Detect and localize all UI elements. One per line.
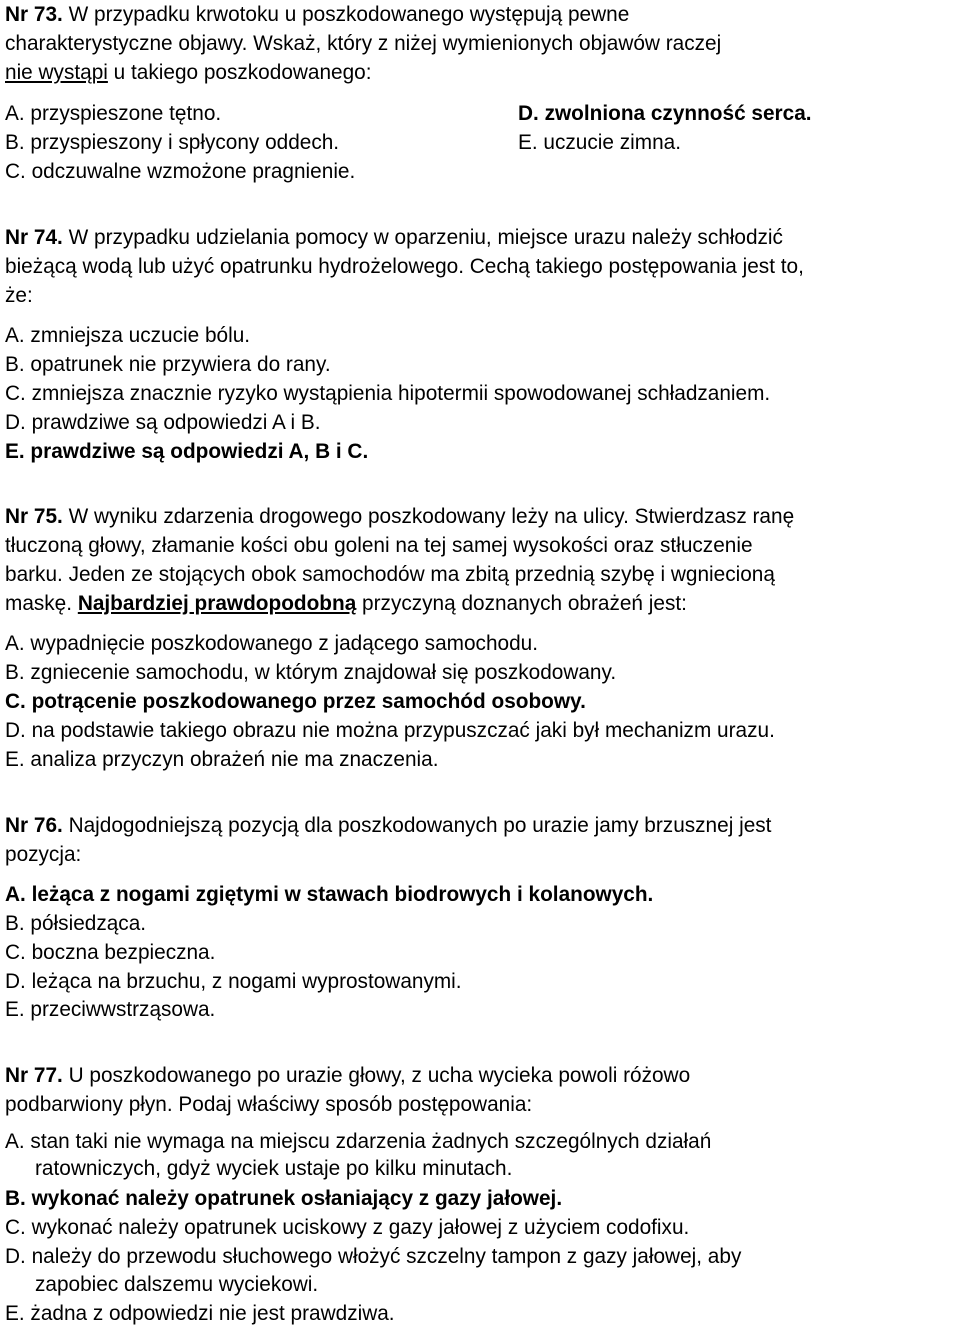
q73-option-a: A. przyspieszone tętno. <box>5 102 222 125</box>
q76-option-c: C. boczna bezpieczna. <box>5 941 216 964</box>
q73-stem-line2: charakterystyczne objawy. Wskaż, który z niżej wymienionych objawów raczej <box>5 32 722 55</box>
q75-emphasis: Najbardziej prawdopodobną <box>77 592 357 615</box>
q75-stem-line3: barku. Jeden ze stojących obok samochodów ma zbitą przednią szybę i wgniecioną <box>5 563 775 586</box>
q74-stem-line2: bieżącą wodą lub użyć opatrunku hydrożelowego. Cechą takiego postępowania jest to, <box>5 255 804 278</box>
q77-option-b: B. wykonać należy opatrunek osłaniający z gazy jałowej. <box>5 1187 563 1210</box>
q77-stem-text1: U poszkodowanego po urazie głowy, z ucha wycieka powoli różowo <box>62 1064 691 1087</box>
q73-stem-text1: W przypadku krwotoku u poszkodowanego występują pewne <box>68 3 630 26</box>
q73-stem-text3: u takiego poszkodowanego: <box>107 61 372 84</box>
q75-stem-text4: maskę. <box>5 592 78 615</box>
q75-option-c: C. potrącenie poszkodowanego przez samochód osobowy. <box>5 690 586 713</box>
q75-option-d: D. na podstawie takiego obrazu nie można przypuszczać jaki był mechanizm urazu. <box>5 719 775 742</box>
q77-stem-line2: podbarwiony płyn. Podaj właściwy sposób postępowania: <box>5 1093 533 1116</box>
q74-option-e: E. prawdziwe są odpowiedzi A, B i C. <box>5 440 369 463</box>
q77-number: Nr 77. <box>5 1064 63 1087</box>
q76-number: Nr 76. <box>5 814 63 837</box>
q75-number: Nr 75. <box>5 505 63 528</box>
q77-option-d-line2: zapobiec dalszemu wyciekowi. <box>35 1273 319 1296</box>
q75-stem-line2: tłuczoną głowy, złamanie kości obu goleni na tej samej wysokości oraz stłuczenie <box>5 534 753 557</box>
q73-stem-line1 <box>5 1 629 29</box>
q76-option-b: B. półsiedząca. <box>5 912 147 935</box>
q74-number: Nr 74. <box>5 226 63 249</box>
q74-option-a: A. zmniejsza uczucie bólu. <box>5 324 251 347</box>
q73-stem-line3 <box>5 59 372 87</box>
q73-option-b: B. przyspieszony i spłycony oddech. <box>5 131 340 154</box>
q75-stem-line1 <box>5 503 794 531</box>
q74-stem-line3: że: <box>5 284 33 307</box>
q73-number: Nr 73. <box>5 3 63 26</box>
q76-stem-line2: pozycja: <box>5 843 82 866</box>
q76-option-a: A. leżąca z nogami zgiętymi w stawach biodrowych i kolanowych. <box>5 883 654 906</box>
q74-stem-text1: W przypadku udzielania pomocy w oparzeniu, miejsce urazu należy schłodzić <box>62 226 783 249</box>
q73-option-e: E. uczucie zimna. <box>518 131 681 154</box>
q77-option-a-line1: A. stan taki nie wymaga na miejscu zdarzenia żadnych szczególnych działań <box>5 1130 712 1153</box>
q77-option-a-line2: ratowniczych, gdyż wyciek ustaje po kilku minutach. <box>35 1157 513 1180</box>
q75-stem-text4b: przyczyną doznanych obrażeń jest: <box>356 592 687 615</box>
q75-option-a: A. wypadnięcie poszkodowanego z jadącego samochodu. <box>5 632 538 655</box>
q76-option-d: D. leżąca na brzuchu, z nogami wyprostowanymi. <box>5 970 462 993</box>
q77-option-d-line1: D. należy do przewodu słuchowego włożyć szczelny tampon z gazy jałowej, aby <box>5 1245 742 1268</box>
q76-stem-text1: Najdogodniejszą pozycją dla poszkodowanych po urazie jamy brzusznej jest <box>62 814 772 837</box>
q74-option-c: C. zmniejsza znacznie ryzyko wystąpienia hipotermii spowodowanej schładzaniem. <box>5 382 771 405</box>
q74-option-d: D. prawdziwe są odpowiedzi A i B. <box>5 411 321 434</box>
q76-option-e: E. przeciwwstrząsowa. <box>5 998 216 1021</box>
q75-stem-text1: W wyniku zdarzenia drogowego poszkodowany leży na ulicy. Stwierdzasz ranę <box>62 505 795 528</box>
q76-stem-line1 <box>5 812 771 840</box>
q73-option-d: D. zwolniona czynność serca. <box>518 102 812 125</box>
q77-stem-line1 <box>5 1062 690 1090</box>
q75-option-b: B. zgniecenie samochodu, w którym znajdował się poszkodowany. <box>5 661 617 684</box>
q77-option-c: C. wykonać należy opatrunek uciskowy z gazy jałowej z użyciem codofixu. <box>5 1216 690 1239</box>
q75-stem-line4 <box>5 590 687 618</box>
q74-stem-line1 <box>5 224 783 252</box>
q73-emphasis: nie wystąpi <box>5 61 108 84</box>
q77-option-e: E. żadna z odpowiedzi nie jest prawdziwa. <box>5 1302 395 1325</box>
q75-option-e: E. analiza przyczyn obrażeń nie ma znaczenia. <box>5 748 439 771</box>
q73-option-c: C. odczuwalne wzmożone pragnienie. <box>5 160 356 183</box>
q74-option-b: B. opatrunek nie przywiera do rany. <box>5 353 331 376</box>
